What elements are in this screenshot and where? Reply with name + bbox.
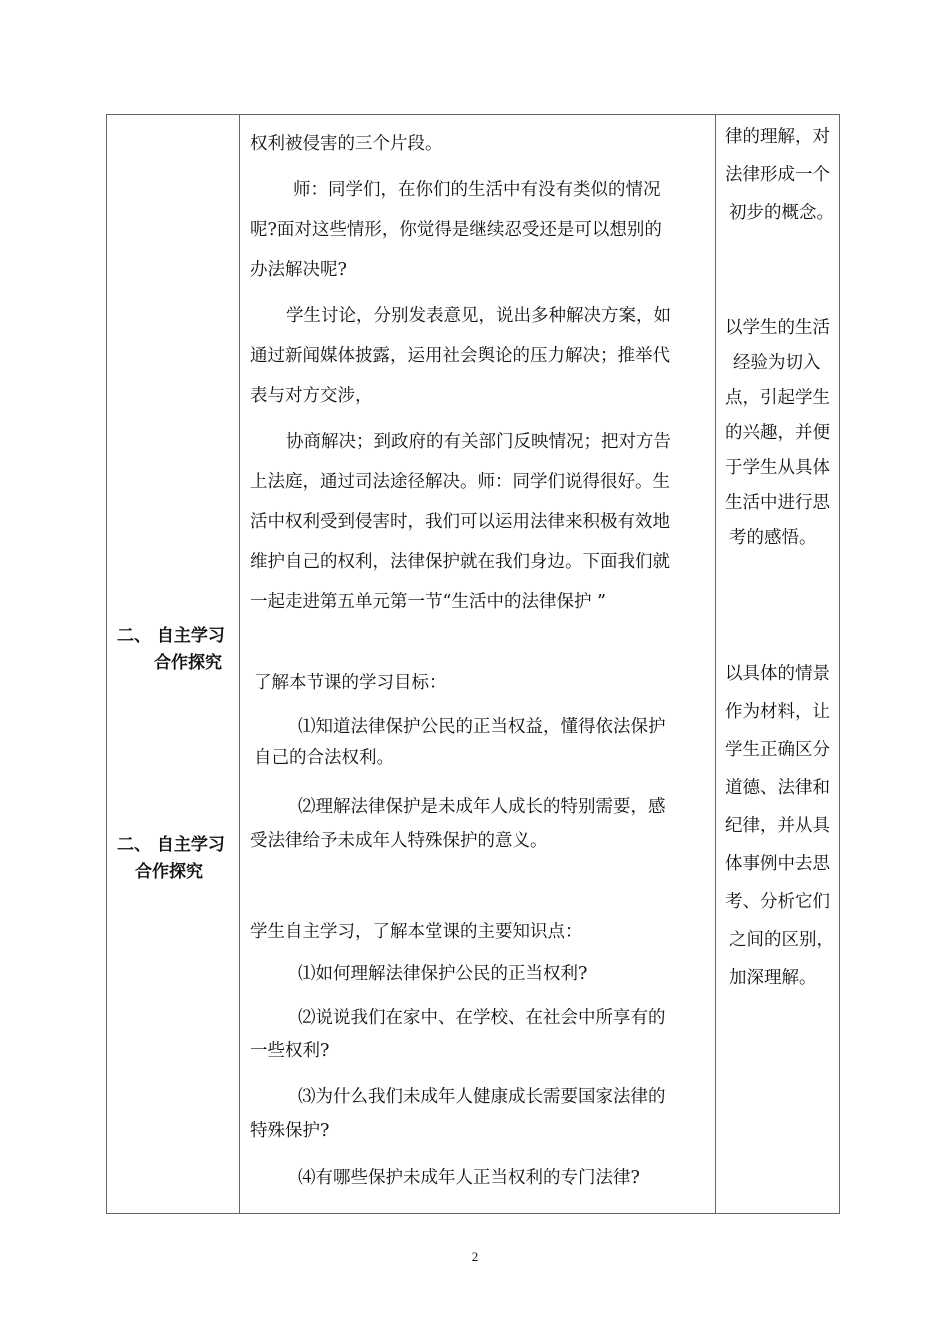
content-line: ⑵说说我们在家中、在学校、在社会中所享有的 [298, 1008, 666, 1028]
intent-line: 律的理解，对 [725, 127, 830, 147]
content-line: 活中权利受到侵害时，我们可以运用法律来积极有效地 [250, 512, 670, 532]
intent-line: 加深理解。 [729, 968, 817, 988]
content-line: 自己的合法权利。 [254, 748, 394, 768]
content-column [240, 115, 715, 1213]
section-heading: 二、 自主学习 [117, 626, 225, 646]
content-line: ⑶为什么我们未成年人健康成长需要国家法律的 [298, 1087, 666, 1107]
intent-line: 生活中进行思 [725, 493, 830, 513]
content-line: ⑵理解法律保护是未成年人成长的特别需要，感 [298, 797, 666, 817]
intent-line: 作为材料，让 [725, 702, 830, 722]
section-heading: 合作探究 [154, 653, 222, 673]
content-line: 一起走进第五单元第一节“生活中的法律保护 ” [250, 592, 606, 612]
content-line: ⑴知道法律保护公民的正当权益，懂得依法保护 [298, 717, 666, 737]
intent-line: 道德、法律和 [725, 778, 830, 798]
content-line: 了解本节课的学习目标： [254, 673, 447, 693]
intent-line: 以学生的生活 [725, 318, 830, 338]
intent-line: 考的感悟。 [729, 528, 817, 548]
intent-line: 经验为切入 [733, 353, 821, 373]
content-line: 办法解决呢? [250, 260, 347, 280]
content-line: 师：同学们，在你们的生活中有没有类似的情况 [293, 180, 661, 200]
intent-line: 考、分析它们 [725, 892, 830, 912]
intent-line: 纪律，并从具 [725, 816, 830, 836]
intent-column [716, 115, 840, 1213]
intent-line: 以具体的情景 [725, 664, 830, 684]
intent-line: 的兴趣，并便 [725, 423, 830, 443]
content-line: 表与对方交涉， [250, 386, 373, 406]
content-line: 维护自己的权利，法律保护就在我们身边。下面我们就 [250, 552, 670, 572]
content-line: ⑷有哪些保护未成年人正当权利的专门法律? [298, 1168, 640, 1188]
section-column [107, 115, 239, 1213]
content-line: 权利被侵害的三个片段。 [250, 134, 443, 154]
intent-line: 点，引起学生 [725, 388, 830, 408]
content-line: 受法律给予未成年人特殊保护的意义。 [250, 831, 548, 851]
section-heading: 合作探究 [135, 862, 203, 882]
content-line: 一些权利? [250, 1041, 330, 1061]
content-line: 协商解决；到政府的有关部门反映情况；把对方告 [286, 432, 671, 452]
content-line: 上法庭，通过司法途径解决。师：同学们说得很好。生 [250, 472, 670, 492]
content-line: ⑴如何理解法律保护公民的正当权利? [298, 964, 588, 984]
intent-line: 体事例中去思 [725, 854, 830, 874]
intent-line: 学生正确区分 [725, 740, 830, 760]
intent-line: 于学生从具体 [725, 458, 830, 478]
intent-line: 初步的概念。 [729, 203, 834, 223]
intent-line: 法律形成一个 [725, 165, 830, 185]
content-line: 学生讨论，分别发表意见，说出多种解决方案，如 [286, 306, 671, 326]
page-number: 2 [471, 1249, 479, 1264]
content-line: 通过新闻媒体披露，运用社会舆论的压力解决；推举代 [250, 346, 670, 366]
section-heading: 二、 自主学习 [117, 835, 225, 855]
content-line: 学生自主学习，了解本堂课的主要知识点： [250, 922, 583, 942]
intent-line: 之间的区别， [729, 930, 834, 950]
content-line: 呢?面对这些情形，你觉得是继续忍受还是可以想别的 [250, 220, 662, 240]
lesson-plan-table [106, 114, 840, 1214]
content-line: 特殊保护? [250, 1121, 330, 1141]
